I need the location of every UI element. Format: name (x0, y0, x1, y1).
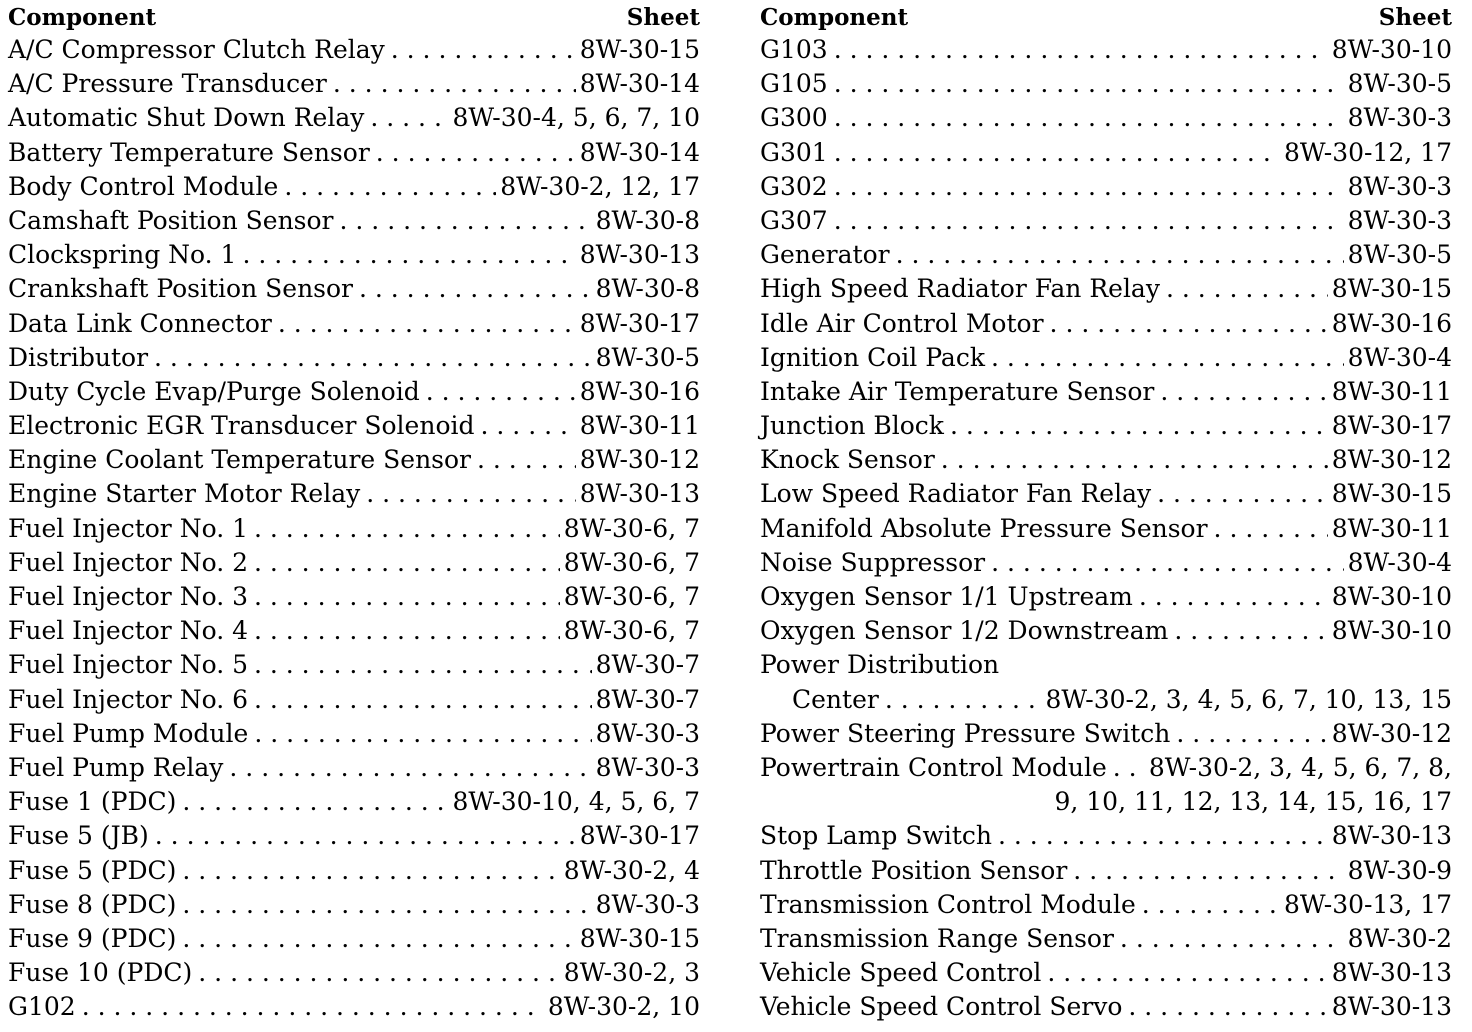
index-row (760, 751, 1452, 785)
component-name: Low Speed Radiator Fan Relay (760, 479, 1152, 509)
index-row (760, 443, 1452, 477)
dot-leader (284, 170, 496, 204)
component-name: Fuse 5 (PDC) (8, 855, 177, 885)
index-row (760, 477, 1452, 511)
index-row (8, 717, 700, 751)
sheet-reference: 8W-30-13, 17 (1283, 889, 1452, 919)
component-name: Fuse 9 (PDC) (8, 923, 177, 953)
component-name: G102 (8, 992, 76, 1022)
index-row (760, 409, 1452, 443)
dot-leader (359, 272, 592, 306)
sheet-reference: 8W-30-11 (1331, 376, 1452, 406)
component-name: Power Distribution (760, 650, 1000, 680)
index-row (8, 341, 700, 375)
sheet-header-label: Sheet (626, 4, 700, 31)
index-row (760, 170, 1452, 204)
component-name: Ignition Coil Pack (760, 342, 985, 372)
index-row (760, 990, 1452, 1024)
component-name: Vehicle Speed Control (760, 958, 1042, 988)
index-row (760, 785, 1452, 819)
dot-leader (182, 888, 591, 922)
component-name: Vehicle Speed Control Servo (760, 992, 1123, 1022)
sheet-reference: 8W-30-6, 7 (563, 513, 700, 543)
dot-leader (182, 922, 575, 956)
component-name: Center (792, 684, 879, 714)
sheet-reference: 8W-30-3 (595, 889, 700, 919)
sheet-reference: 8W-30-15 (1331, 479, 1452, 509)
dot-leader (229, 751, 591, 785)
sheet-reference: 8W-30-12 (1331, 445, 1452, 475)
index-row (8, 136, 700, 170)
sheet-reference: 8W-30-2 (1347, 923, 1452, 953)
component-name: Generator (760, 240, 890, 270)
index-row (760, 101, 1452, 135)
sheet-reference: 8W-30-15 (579, 35, 700, 64)
sheet-reference: 8W-30-14 (579, 69, 700, 99)
component-name: G307 (760, 205, 828, 235)
dot-leader (254, 580, 560, 614)
index-row (8, 854, 700, 888)
component-name: Fuse 1 (PDC) (8, 787, 177, 817)
index-row (760, 307, 1452, 341)
dot-leader (834, 170, 1344, 204)
component-name: G301 (760, 137, 828, 167)
component-name: Knock Sensor (760, 445, 935, 475)
component-name: Idle Air Control Motor (760, 308, 1044, 338)
dot-leader (834, 67, 1344, 101)
index-row (760, 717, 1452, 751)
component-name: G105 (760, 69, 828, 99)
component-name: High Speed Radiator Fan Relay (760, 274, 1160, 304)
component-name: Powertrain Control Module (760, 752, 1107, 782)
sheet-reference: 8W-30-4, 5, 6, 7, 10 (452, 103, 700, 133)
sheet-reference: 8W-30-4 (1347, 547, 1452, 577)
index-row (760, 136, 1452, 170)
index-row (760, 854, 1452, 888)
dot-leader (1174, 614, 1327, 648)
sheet-reference: 9, 10, 11, 12, 13, 14, 15, 16, 17 (1054, 787, 1452, 817)
index-row (760, 546, 1452, 580)
sheet-reference: 8W-30-7 (595, 684, 700, 714)
sheet-reference: 8W-30-12 (579, 445, 700, 475)
component-name: Crankshaft Position Sensor (8, 274, 353, 304)
component-name: Fuel Injector No. 6 (8, 684, 248, 714)
sheet-reference: 8W-30-2, 3, 4, 5, 6, 7, 10, 13, 15 (1045, 684, 1452, 714)
dot-leader (340, 204, 592, 238)
component-name: Fuse 10 (PDC) (8, 958, 193, 988)
sheet-reference: 8W-30-17 (579, 821, 700, 851)
dot-leader (991, 546, 1343, 580)
sheet-reference: 8W-30-2, 3 (563, 958, 700, 988)
dot-leader (1113, 751, 1145, 785)
sheet-reference: 8W-30-2, 12, 17 (500, 171, 700, 201)
dot-leader (885, 683, 1042, 717)
index-row (8, 614, 700, 648)
index-row (760, 341, 1452, 375)
sheet-reference: 8W-30-9 (1347, 855, 1452, 885)
index-row (8, 648, 700, 682)
dot-leader (834, 33, 1328, 67)
sheet-reference: 8W-30-13 (1331, 992, 1452, 1022)
index-row (8, 888, 700, 922)
index-row (8, 990, 700, 1024)
sheet-reference: 8W-30-10, 4, 5, 6, 7 (452, 787, 700, 817)
dot-leader (254, 717, 591, 751)
index-row (8, 204, 700, 238)
component-name: Junction Block (760, 411, 944, 441)
dot-leader (366, 477, 575, 511)
index-row (760, 33, 1452, 67)
dot-leader (991, 341, 1344, 375)
sheet-reference: 8W-30-12 (1331, 718, 1452, 748)
component-name: Clockspring No. 1 (8, 240, 237, 270)
sheet-reference: 8W-30-17 (1331, 411, 1452, 441)
index-row (8, 238, 700, 272)
dot-leader (896, 238, 1344, 272)
component-name: Intake Air Temperature Sensor (760, 376, 1155, 406)
sheet-reference: 8W-30-5 (595, 342, 700, 372)
component-name: Fuel Pump Module (8, 718, 249, 748)
sheet-reference: 8W-30-5 (1347, 240, 1452, 270)
component-name: Fuel Injector No. 2 (8, 547, 248, 577)
index-row (8, 307, 700, 341)
dot-leader (998, 819, 1328, 853)
sheet-reference: 8W-30-10 (1331, 35, 1452, 64)
component-name: Automatic Shut Down Relay (8, 103, 365, 133)
component-name: Transmission Range Sensor (760, 923, 1114, 953)
index-row (760, 272, 1452, 306)
index-row (8, 409, 700, 443)
index-row (760, 580, 1452, 614)
component-name: G103 (760, 35, 828, 64)
index-row (8, 683, 700, 717)
component-name: Fuel Injector No. 3 (8, 582, 248, 611)
sheet-reference: 8W-30-3 (1347, 205, 1452, 235)
component-name: Body Control Module (8, 171, 279, 201)
dot-leader (1128, 990, 1327, 1024)
component-name: G302 (760, 171, 828, 201)
dot-leader (1073, 854, 1343, 888)
index-row (8, 67, 700, 101)
component-name: Fuel Pump Relay (8, 752, 224, 782)
index-row (8, 922, 700, 956)
index-row (8, 375, 700, 409)
sheet-header-label: Sheet (1378, 4, 1452, 31)
dot-leader (1214, 512, 1328, 546)
index-row (8, 477, 700, 511)
sheet-reference: 8W-30-2, 3, 4, 5, 6, 7, 8, (1148, 752, 1452, 782)
dot-leader (1139, 580, 1328, 614)
index-row (8, 512, 700, 546)
sheet-reference: 8W-30-16 (579, 376, 700, 406)
sheet-reference: 8W-30-4 (1347, 342, 1452, 372)
index-row (760, 375, 1452, 409)
component-name: Duty Cycle Evap/Purge Solenoid (8, 376, 420, 406)
component-name: Oxygen Sensor 1/2 Downstream (760, 616, 1169, 646)
dot-leader (333, 67, 576, 101)
index-row (760, 683, 1452, 717)
dot-leader (950, 409, 1328, 443)
sheet-reference: 8W-30-16 (1331, 308, 1452, 338)
dot-leader (481, 409, 576, 443)
sheet-reference: 8W-30-6, 7 (563, 582, 700, 611)
index-row (8, 751, 700, 785)
sheet-reference: 8W-30-11 (1331, 513, 1452, 543)
index-row (760, 648, 1452, 682)
dot-leader (82, 990, 544, 1024)
index-row (8, 170, 700, 204)
index-row (760, 819, 1452, 853)
dot-leader (1157, 477, 1328, 511)
dot-leader (391, 33, 576, 67)
dot-leader (242, 238, 575, 272)
sheet-reference: 8W-30-7 (595, 650, 700, 680)
index-row (8, 785, 700, 819)
dot-leader (941, 443, 1328, 477)
sheet-reference: 8W-30-2, 10 (547, 992, 700, 1022)
column-header (760, 2, 1452, 33)
index-row (760, 614, 1452, 648)
component-name: G300 (760, 103, 828, 133)
dot-leader (254, 683, 592, 717)
sheet-reference: 8W-30-6, 7 (563, 547, 700, 577)
dot-leader (254, 648, 592, 682)
sheet-reference: 8W-30-2, 4 (563, 855, 700, 885)
dot-leader (834, 101, 1344, 135)
component-header-label: Component (8, 4, 157, 31)
left-rows (8, 33, 700, 1024)
dot-leader (182, 854, 559, 888)
dot-leader (1120, 922, 1344, 956)
component-name: Data Link Connector (8, 308, 272, 338)
component-name: Manifold Absolute Pressure Sensor (760, 513, 1208, 543)
dot-leader (1160, 375, 1327, 409)
sheet-reference: 8W-30-3 (1347, 171, 1452, 201)
dot-leader (1142, 888, 1280, 922)
sheet-reference: 8W-30-10 (1331, 616, 1452, 646)
sheet-reference: 8W-30-10 (1331, 582, 1452, 611)
index-row (8, 101, 700, 135)
sheet-reference: 8W-30-3 (595, 718, 700, 748)
index-row (8, 956, 700, 990)
right-column (760, 2, 1452, 1032)
component-name: Throttle Position Sensor (760, 855, 1068, 885)
component-header-label: Component (760, 4, 909, 31)
index-row (8, 546, 700, 580)
index-row (760, 238, 1452, 272)
left-column (8, 2, 700, 1032)
sheet-reference: 8W-30-8 (595, 274, 700, 304)
dot-leader (376, 136, 576, 170)
dot-leader (154, 341, 592, 375)
sheet-reference: 8W-30-5 (1347, 69, 1452, 99)
dot-leader (254, 512, 560, 546)
dot-leader (198, 956, 560, 990)
right-rows (760, 33, 1452, 1024)
component-name: Camshaft Position Sensor (8, 205, 334, 235)
dot-leader (834, 136, 1280, 170)
index-row (760, 204, 1452, 238)
sheet-reference: 8W-30-11 (579, 411, 700, 441)
sheet-reference: 8W-30-13 (1331, 958, 1452, 988)
sheet-reference: 8W-30-15 (579, 923, 700, 953)
component-name: Stop Lamp Switch (760, 821, 993, 851)
sheet-reference: 8W-30-13 (1331, 821, 1452, 851)
index-row (760, 888, 1452, 922)
sheet-reference: 8W-30-13 (579, 240, 700, 270)
component-name: A/C Pressure Transducer (8, 69, 327, 99)
component-name: Fuse 5 (JB) (8, 821, 149, 851)
index-row (760, 67, 1452, 101)
component-name: Fuel Injector No. 1 (8, 513, 248, 543)
index-row (8, 272, 700, 306)
index-row (8, 443, 700, 477)
component-name: Fuel Injector No. 5 (8, 650, 248, 680)
component-name: Transmission Control Module (760, 889, 1136, 919)
index-row (760, 512, 1452, 546)
sheet-reference: 8W-30-14 (579, 137, 700, 167)
dot-leader (1047, 956, 1327, 990)
sheet-reference: 8W-30-17 (579, 308, 700, 338)
sheet-reference: 8W-30-3 (595, 752, 700, 782)
sheet-reference: 8W-30-12, 17 (1283, 137, 1452, 167)
component-name: Noise Suppressor (760, 547, 986, 577)
dot-leader (254, 614, 560, 648)
dot-leader (426, 375, 576, 409)
dot-leader (477, 443, 576, 477)
dot-leader (834, 204, 1344, 238)
dot-leader (278, 307, 576, 341)
component-name: Oxygen Sensor 1/1 Upstream (760, 582, 1133, 611)
index-row (8, 33, 700, 67)
index-row (8, 580, 700, 614)
dot-leader (254, 546, 560, 580)
dot-leader (1050, 307, 1328, 341)
sheet-reference: 8W-30-3 (1347, 103, 1452, 133)
dot-leader (182, 785, 448, 819)
component-name: Distributor (8, 342, 149, 372)
index-row (8, 819, 700, 853)
dot-leader (1176, 717, 1327, 751)
sheet-reference: 8W-30-8 (595, 205, 700, 235)
component-name: Battery Temperature Sensor (8, 137, 370, 167)
dot-leader (155, 819, 576, 853)
component-name: Fuel Injector No. 4 (8, 616, 248, 646)
component-name: Fuse 8 (PDC) (8, 889, 177, 919)
sheet-reference: 8W-30-6, 7 (563, 616, 700, 646)
sheet-reference: 8W-30-15 (1331, 274, 1452, 304)
component-name: Engine Coolant Temperature Sensor (8, 445, 472, 475)
component-name: A/C Compressor Clutch Relay (8, 35, 385, 64)
dot-leader (1166, 272, 1328, 306)
sheet-reference: 8W-30-13 (579, 479, 700, 509)
column-header (8, 2, 700, 33)
index-row (760, 956, 1452, 990)
index-row (760, 922, 1452, 956)
dot-leader (370, 101, 448, 135)
component-name: Engine Starter Motor Relay (8, 479, 361, 509)
component-name: Electronic EGR Transducer Solenoid (8, 411, 475, 441)
component-name: Power Steering Pressure Switch (760, 718, 1171, 748)
